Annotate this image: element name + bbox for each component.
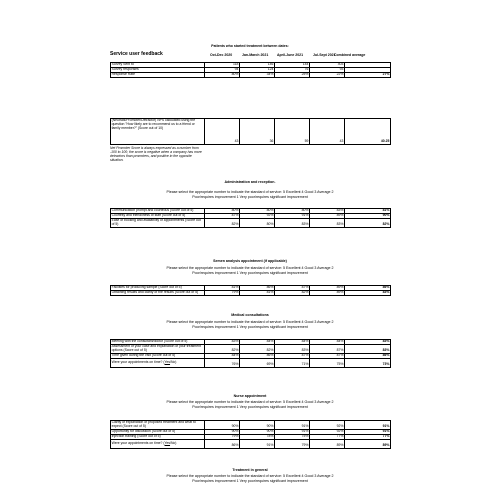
section-instruction: [0, 474, 500, 484]
row-label: Survey Sent to: [111, 63, 205, 68]
row-label: Were your appointments on time? (Yes/No): [111, 439, 205, 448]
cell-value: 84%: [275, 340, 310, 345]
table-row: [111, 439, 391, 448]
cell-value: 93: [310, 67, 345, 72]
cell-value: 76: [275, 67, 310, 72]
section-instruction: [0, 266, 500, 276]
row-label: Response Rate: [111, 72, 205, 77]
cell-value: 80%: [240, 218, 275, 227]
cell-combined: 86%: [345, 286, 391, 291]
row-label: Survey responses: [111, 67, 205, 72]
cell-value: 94: [205, 67, 240, 72]
cell-value: 87%: [275, 353, 310, 358]
table-row: [111, 218, 391, 227]
column-group-title: Patients who started treatment between dates:: [211, 44, 289, 48]
cell-combined: 83%: [345, 344, 391, 353]
row-label: Injection training (Score out of 5): [111, 434, 205, 439]
section-instruction: [0, 320, 500, 330]
cell-value: 403: [310, 63, 345, 68]
section-title-treatment-in-general: Treatment in general: [232, 468, 268, 472]
survey-table: [110, 62, 391, 78]
table-row: [111, 72, 391, 77]
cell-value: 82%: [205, 218, 240, 227]
cell-value: 83%: [310, 218, 345, 227]
table-row: [111, 290, 391, 295]
cell-combined: 90%: [345, 213, 391, 218]
cell-combined: 73%: [345, 358, 391, 367]
cell-combined: 86%: [345, 353, 391, 358]
cell-value: 89%: [310, 439, 345, 448]
administration-table: [110, 208, 391, 228]
cell-combined: 83%: [345, 340, 391, 345]
cell-value: 80%: [205, 72, 240, 77]
row-label: Obtaining results and clarity of the results (Score out of 5): [111, 290, 205, 295]
cell-value: 43: [310, 119, 345, 145]
instruction-line-2: Poor/requires improvement 1 Very poor/requires significant improvement: [192, 479, 308, 484]
row-label: Clarity of explanation of proposed treatment and what to expect (Score out of 5): [111, 421, 205, 430]
cell-combined: 81%: [345, 209, 391, 214]
cell-value: 86%: [240, 353, 275, 358]
cell-value: 83%: [205, 340, 240, 345]
cell-value: 90%: [205, 429, 240, 434]
cell-value: 91%: [275, 429, 310, 434]
cell-value: 90%: [240, 429, 275, 434]
section-title-administration: Administration and reception.: [224, 180, 276, 184]
yes-no-emphasis: Yes: [164, 359, 171, 364]
table-row: [111, 421, 391, 430]
cell-value: 86%: [205, 439, 240, 448]
table-row: [111, 344, 391, 353]
cell-value: 87%: [310, 344, 345, 353]
row-label: Opportunity for discussion (Score out of 5): [111, 429, 205, 434]
cell-value: 83%: [275, 218, 310, 227]
cell-value: 89%: [310, 290, 345, 295]
row-label: Courtesy and friendliness of staff (Score out of 5): [111, 213, 205, 218]
col-header-5: Combined average: [334, 53, 366, 57]
cell-value: 81%: [240, 290, 275, 295]
cell-value: 80%: [240, 209, 275, 214]
cell-value: 82%: [240, 344, 275, 353]
cell-value: 36: [240, 119, 275, 145]
cell-value: 69%: [240, 358, 275, 367]
cell-value: 87%: [205, 213, 240, 218]
cell-value: 86%: [240, 286, 275, 291]
cell-combined: 91%: [345, 429, 391, 434]
cell-combined: 27%: [345, 72, 391, 77]
instruction-line-2: Poor/requires improvement 1 Very poor/requires significant improvement: [192, 405, 308, 410]
cell-value: 92%: [310, 421, 345, 430]
cell-value: 146: [240, 63, 275, 68]
yes-no-emphasis: Yes: [164, 440, 171, 445]
col-header-3: April-June 2021: [277, 53, 304, 57]
cell-value: 79%: [275, 439, 310, 448]
cell-value: 118: [205, 63, 240, 68]
cell-value: 89%: [310, 286, 345, 291]
table-row: [111, 358, 391, 367]
page-title: Service user feedback: [110, 51, 163, 57]
section-instruction: [0, 190, 500, 200]
instruction-line-2: Poor/requires improvement 1 Very poor/requires significant improvement: [192, 271, 308, 276]
cell-value: 92%: [240, 213, 275, 218]
row-label: Assessment of your case and explanation of your treatment options (Score out of 5): [111, 344, 205, 353]
cell-combined: 91%: [345, 421, 391, 430]
nps-note: Net Promoter Score is always expressed as a number from -100 to 100; the score is negative when a company has more detractors than promoters, and positive in the opposite situation.: [110, 146, 202, 163]
instruction-line-2: Poor/requires improvement 1 Very poor/requires significant improvement: [192, 195, 308, 200]
cell-value: 83%: [310, 209, 345, 214]
cell-value: 84%: [240, 340, 275, 345]
cell-value: 87%: [310, 353, 345, 358]
cell-value: 92%: [310, 429, 345, 434]
medical-consultations-table: [110, 339, 391, 368]
cell-value: 84%: [310, 340, 345, 345]
cell-value: 81%: [205, 286, 240, 291]
cell-value: 79%: [205, 434, 240, 439]
cell-combined: 82%: [345, 218, 391, 227]
row-label: Were your appointments on time? (Yes/No): [111, 358, 205, 367]
cell-value: 25%: [275, 72, 310, 77]
cell-value: 75%: [275, 434, 310, 439]
cell-value: 75%: [310, 358, 345, 367]
col-header-4: Jul-Sept 2021: [313, 53, 336, 57]
section-instruction: [0, 400, 500, 410]
instruction-line-1: Please select the appropriate number to indicate the standard of service: 5 Excellent 4 Good 3 Average 2: [166, 474, 334, 478]
row-label: Meeting with the consultant/doctor (Score out of 5): [111, 340, 205, 345]
cell-value: 124: [240, 67, 275, 72]
cell-value: 78%: [240, 434, 275, 439]
cell-value: 84%: [205, 353, 240, 358]
cell-value: 80%: [205, 209, 240, 214]
col-header-1: Oct-Dec 2020: [210, 53, 233, 57]
cell-value: 144: [275, 63, 310, 68]
row-label: Facilities for producing sample (Score out of 5): [111, 286, 205, 291]
nps-table: [110, 118, 391, 145]
instruction-line-1: Please select the appropriate number to indicate the standard of service: 5 Excellent 4 Good 3 Average 2: [166, 266, 334, 270]
row-label: Ease of booking and availability of appointments (Score out of 5): [111, 218, 205, 227]
cell-value: 22%: [310, 72, 345, 77]
cell-value: 91%: [275, 213, 310, 218]
cell-value: 82%: [275, 290, 310, 295]
cell-value: 71%: [275, 358, 310, 367]
instruction-line-1: Please select the appropriate number to indicate the standard of service: 5 Excellent 4 Good 3 Average 2: [166, 190, 334, 194]
cell-value: 91%: [240, 439, 275, 448]
instruction-line-2: Poor/requires improvement 1 Very poor/requires significant improvement: [192, 325, 308, 330]
cell-value: 91%: [275, 421, 310, 430]
cell-value: 87%: [275, 286, 310, 291]
instruction-line-1: Please select the appropriate number to indicate the standard of service: 5 Excellent 4 Good 3 Average 2: [166, 320, 334, 324]
section-title-semen-analysis: Semen analysis appointment (if applicable): [213, 259, 287, 263]
col-header-2: Jan-March 2021: [242, 53, 269, 57]
nps-label: (Neutrals/Promoter/Detractor) NPS calculated using the question "How likely are to recommend us to a friend or family member?" (Score out of 10): [111, 119, 205, 145]
cell-value: 90%: [240, 421, 275, 430]
cell-value: 59: [275, 119, 310, 145]
section-title-nurse-appointment: Nurse appointment: [233, 394, 267, 398]
table-row: [111, 119, 391, 145]
row-label: Time given during the visit (Score out of 5): [111, 353, 205, 358]
cell-combined: 83%: [345, 290, 391, 295]
row-label: Communication prompt and courteous (Score out of 5): [111, 209, 205, 214]
cell-combined: 77%: [345, 434, 391, 439]
cell-value: 89%: [310, 213, 345, 218]
cell-value: 34%: [240, 72, 275, 77]
semen-analysis-table: [110, 285, 391, 296]
cell-value: 43: [205, 119, 240, 145]
cell-value: 83%: [275, 344, 310, 353]
instruction-line-1: Please select the appropriate number to indicate the standard of service: 5 Excellent 4 Good 3 Average 2: [166, 400, 334, 404]
cell-value: 82%: [205, 344, 240, 353]
cell-combined: 89%: [345, 439, 391, 448]
nurse-appointment-table: [110, 420, 391, 449]
cell-combined: 40.25: [345, 119, 391, 145]
cell-value: 90%: [205, 421, 240, 430]
cell-value: 79%: [205, 290, 240, 295]
cell-value: 77%: [310, 434, 345, 439]
cell-value: 80%: [275, 209, 310, 214]
cell-value: 76%: [205, 358, 240, 367]
section-title-medical-consultations: Medical consultations: [231, 313, 269, 317]
